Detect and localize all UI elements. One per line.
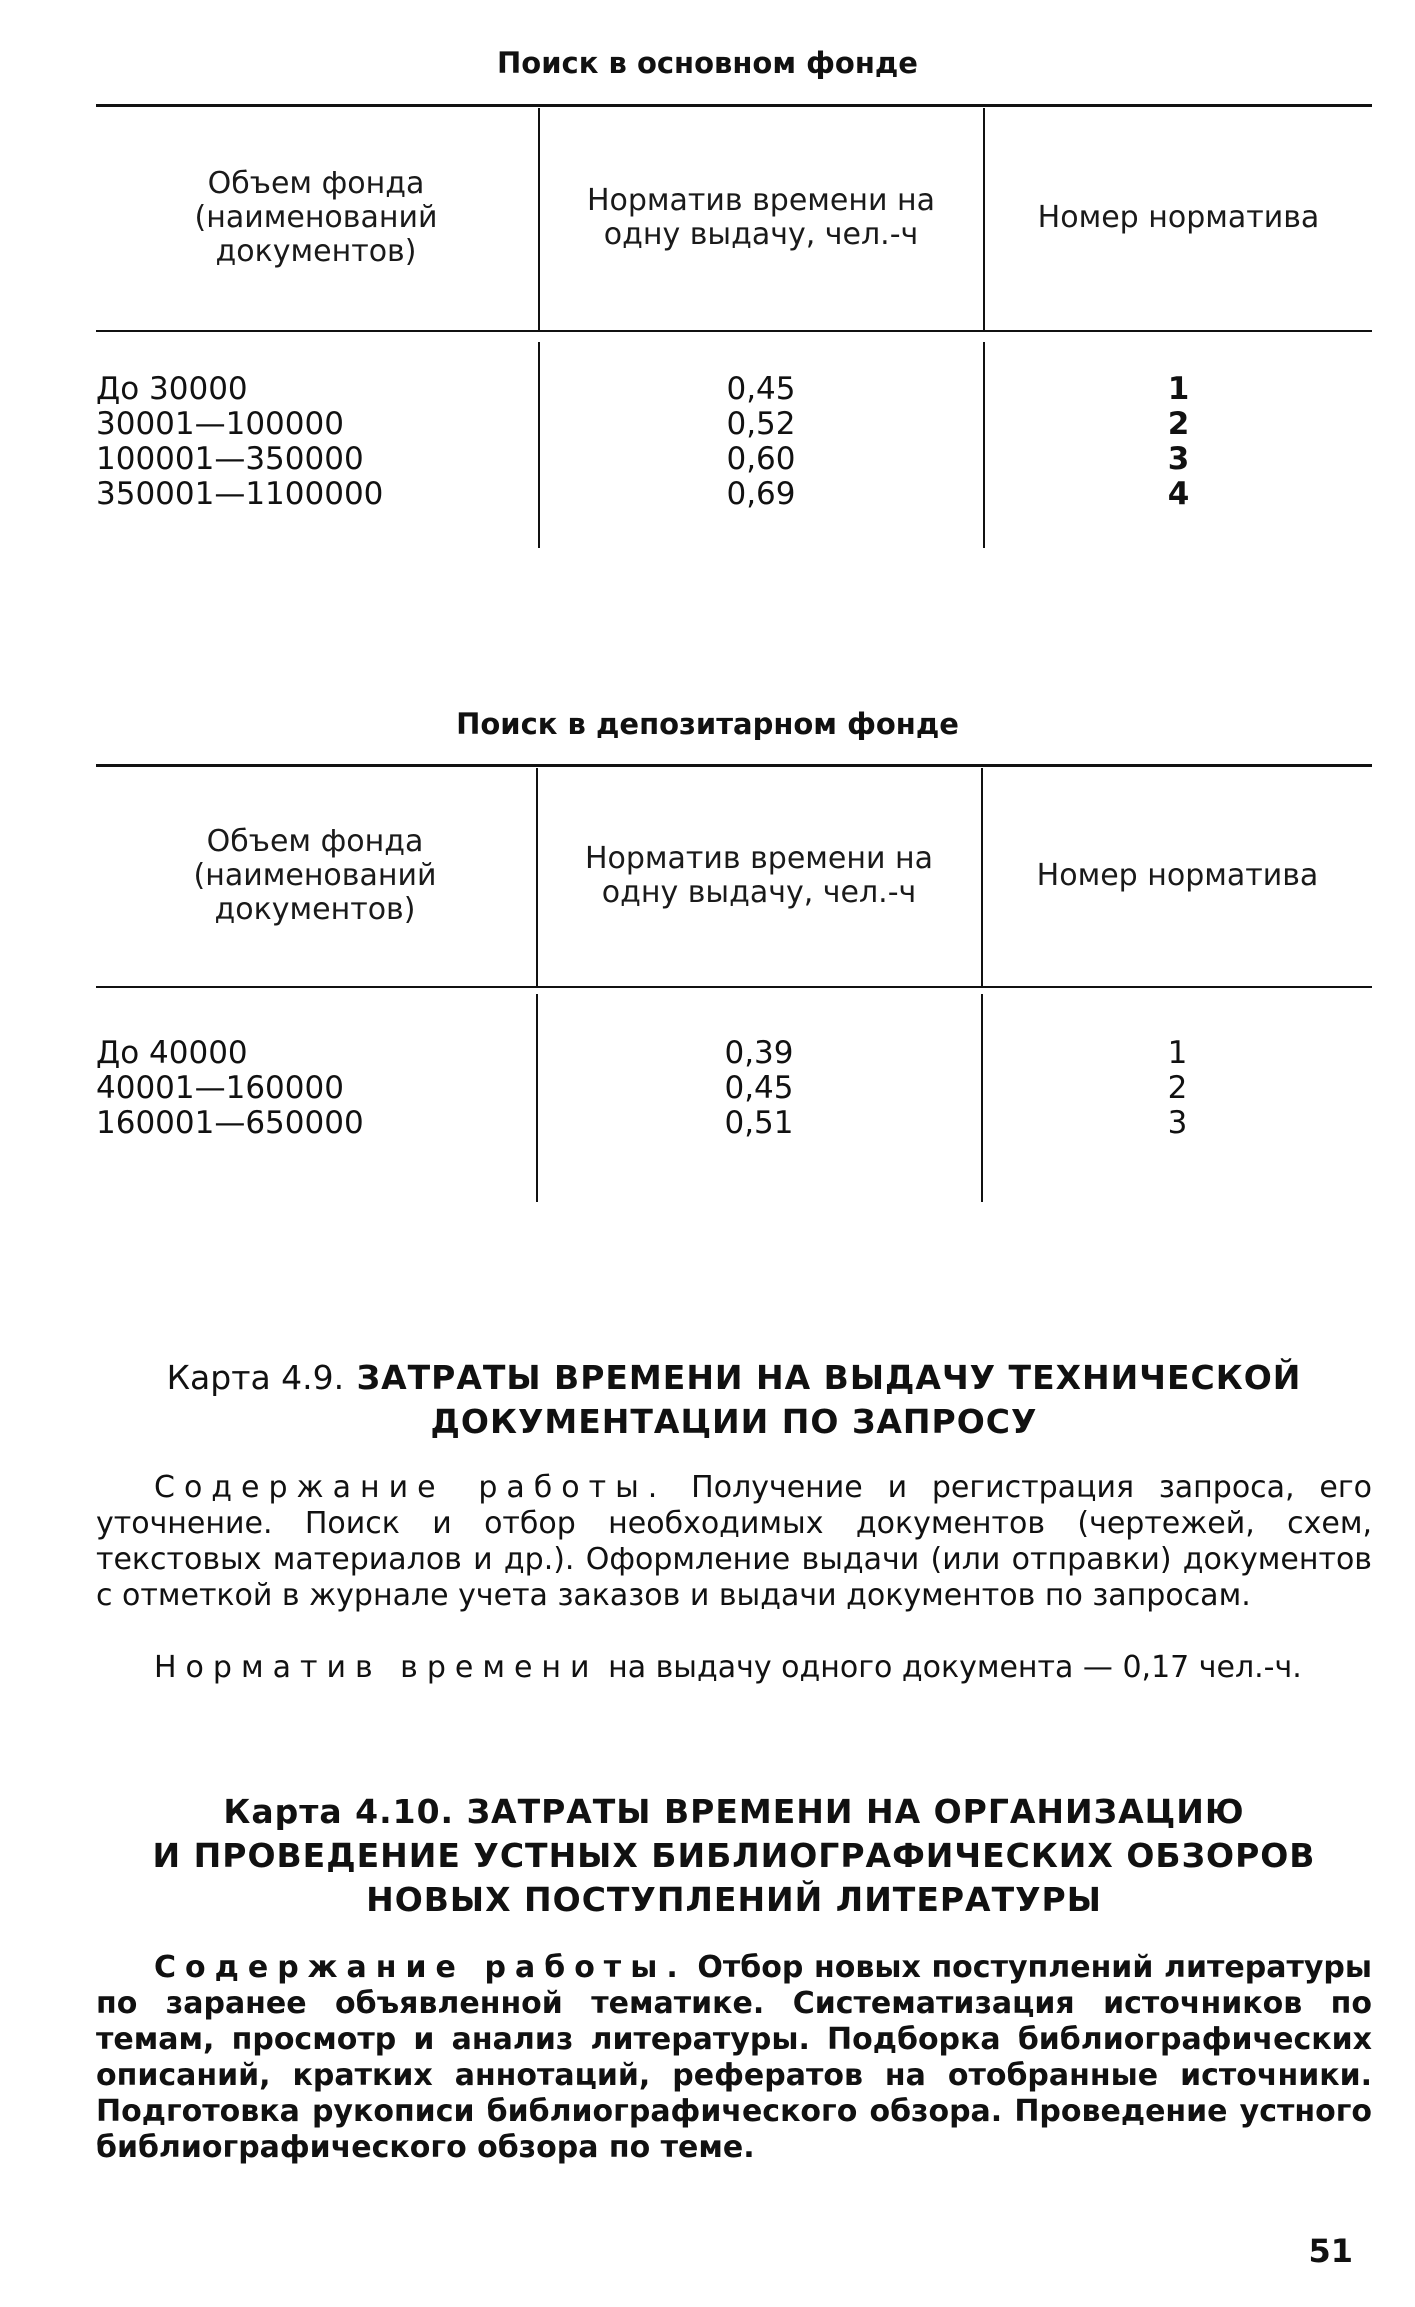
table-cell: 3 xyxy=(1167,441,1190,477)
table2-header-number: Номер норматива xyxy=(1036,858,1319,893)
table-cell: 0,39 xyxy=(724,1035,794,1071)
card49-title-line1: ЗАТРАТЫ ВРЕМЕНИ НА ВЫДАЧУ ТЕХНИЧЕСКОЙ xyxy=(356,1358,1302,1397)
table-cell: 0,45 xyxy=(724,1070,794,1106)
table-cell: 100001—350000 xyxy=(96,441,364,477)
table1-header-number: Номер норматива xyxy=(1037,200,1320,235)
table2-number-column xyxy=(983,1036,1372,1141)
table1-title: Поиск в основном фонде xyxy=(497,46,918,80)
table-cell: 0,60 xyxy=(726,441,796,477)
card410-heading xyxy=(96,1790,1372,1922)
table2-header-rule xyxy=(96,986,1372,988)
card49-prefix: Карта 4.9. xyxy=(166,1358,345,1397)
table2-norm-column xyxy=(538,1036,980,1141)
table-cell: 4 xyxy=(1167,476,1190,512)
table1-number-column xyxy=(985,372,1372,512)
table-cell: 350001—1100000 xyxy=(96,476,384,512)
card49-norm-label: Норматив времени xyxy=(154,1650,599,1685)
table2-header-norm: Норматив времени на одну выдачу, чел.-ч xyxy=(584,841,934,910)
table-cell: 3 xyxy=(1167,1105,1188,1141)
table2-header-volume: Объем фонда (наименований документов) xyxy=(193,824,437,927)
table-cell: 1 xyxy=(1167,371,1190,407)
card49-heading xyxy=(96,1356,1372,1444)
card410-content-paragraph xyxy=(96,1950,1372,2166)
card410-prefix: Карта 4.10. xyxy=(223,1792,455,1831)
table-cell: 0,69 xyxy=(726,476,796,512)
table-cell: 40001—160000 xyxy=(96,1070,344,1106)
table2-title: Поиск в депозитарном фонде xyxy=(456,707,959,741)
card410-content-label: Содержание работы. xyxy=(154,1950,687,1985)
card49-norm-text: на выдачу одного документа — 0,17 чел.-ч. xyxy=(608,1650,1302,1685)
table-cell: 160001—650000 xyxy=(96,1105,364,1141)
card410-content-text: Отбор новых поступлений литературы по заранее объявленной тематике. Систематизация источников по темам, просмотр и анализ литературы. Подборка библиографических описаний, кратких аннотаций, рефератов на отобранные источники. Подготовка рукописи библиографического обзора. Проведение устного библиографического обзора по теме. xyxy=(96,1950,1372,2165)
table-cell: До 40000 xyxy=(96,1035,248,1071)
page-number: 51 xyxy=(1308,2232,1353,2270)
card49-norm-paragraph xyxy=(96,1650,1372,1686)
table-cell: 2 xyxy=(1167,406,1190,442)
card49-content-paragraph xyxy=(96,1470,1372,1614)
table1-header-rule xyxy=(96,330,1372,332)
card49-content-label: Содержание работы. xyxy=(154,1470,667,1505)
table-cell: 0,51 xyxy=(724,1105,794,1141)
table2-top-rule xyxy=(96,764,1372,767)
card410-title-line3: НОВЫХ ПОСТУПЛЕНИЙ ЛИТЕРАТУРЫ xyxy=(366,1880,1102,1919)
table1-norm-column xyxy=(540,372,982,512)
card49-content-text: Получение и регистрация запроса, его уточнение. Поиск и отбор необходимых документов (чертежей, схем, текстовых материалов и др.). Оформление выдачи (или отправки) документов с отметкой в журнале учета заказов и выдачи документов по запросам. xyxy=(96,1470,1372,1613)
table1-header-volume: Объем фонда (наименований документов) xyxy=(194,166,438,269)
table1-header-norm: Норматив времени на одну выдачу, чел.-ч xyxy=(586,183,936,252)
table-cell: 30001—100000 xyxy=(96,406,344,442)
table2-volume-column xyxy=(96,1036,364,1141)
table1-volume-column xyxy=(96,372,383,512)
card410-title-line1: ЗАТРАТЫ ВРЕМЕНИ НА ОРГАНИЗАЦИЮ xyxy=(466,1792,1245,1831)
card410-title-line2: И ПРОВЕДЕНИЕ УСТНЫХ БИБЛИОГРАФИЧЕСКИХ ОБЗОРОВ xyxy=(152,1836,1316,1875)
table-cell: 0,52 xyxy=(726,406,796,442)
table-cell: 1 xyxy=(1167,1035,1188,1071)
table-cell: До 30000 xyxy=(96,371,248,407)
card49-title-line2: ДОКУМЕНТАЦИИ ПО ЗАПРОСУ xyxy=(430,1402,1038,1441)
table-cell: 0,45 xyxy=(726,371,796,407)
table-cell: 2 xyxy=(1167,1070,1188,1106)
table1-top-rule xyxy=(96,104,1372,107)
